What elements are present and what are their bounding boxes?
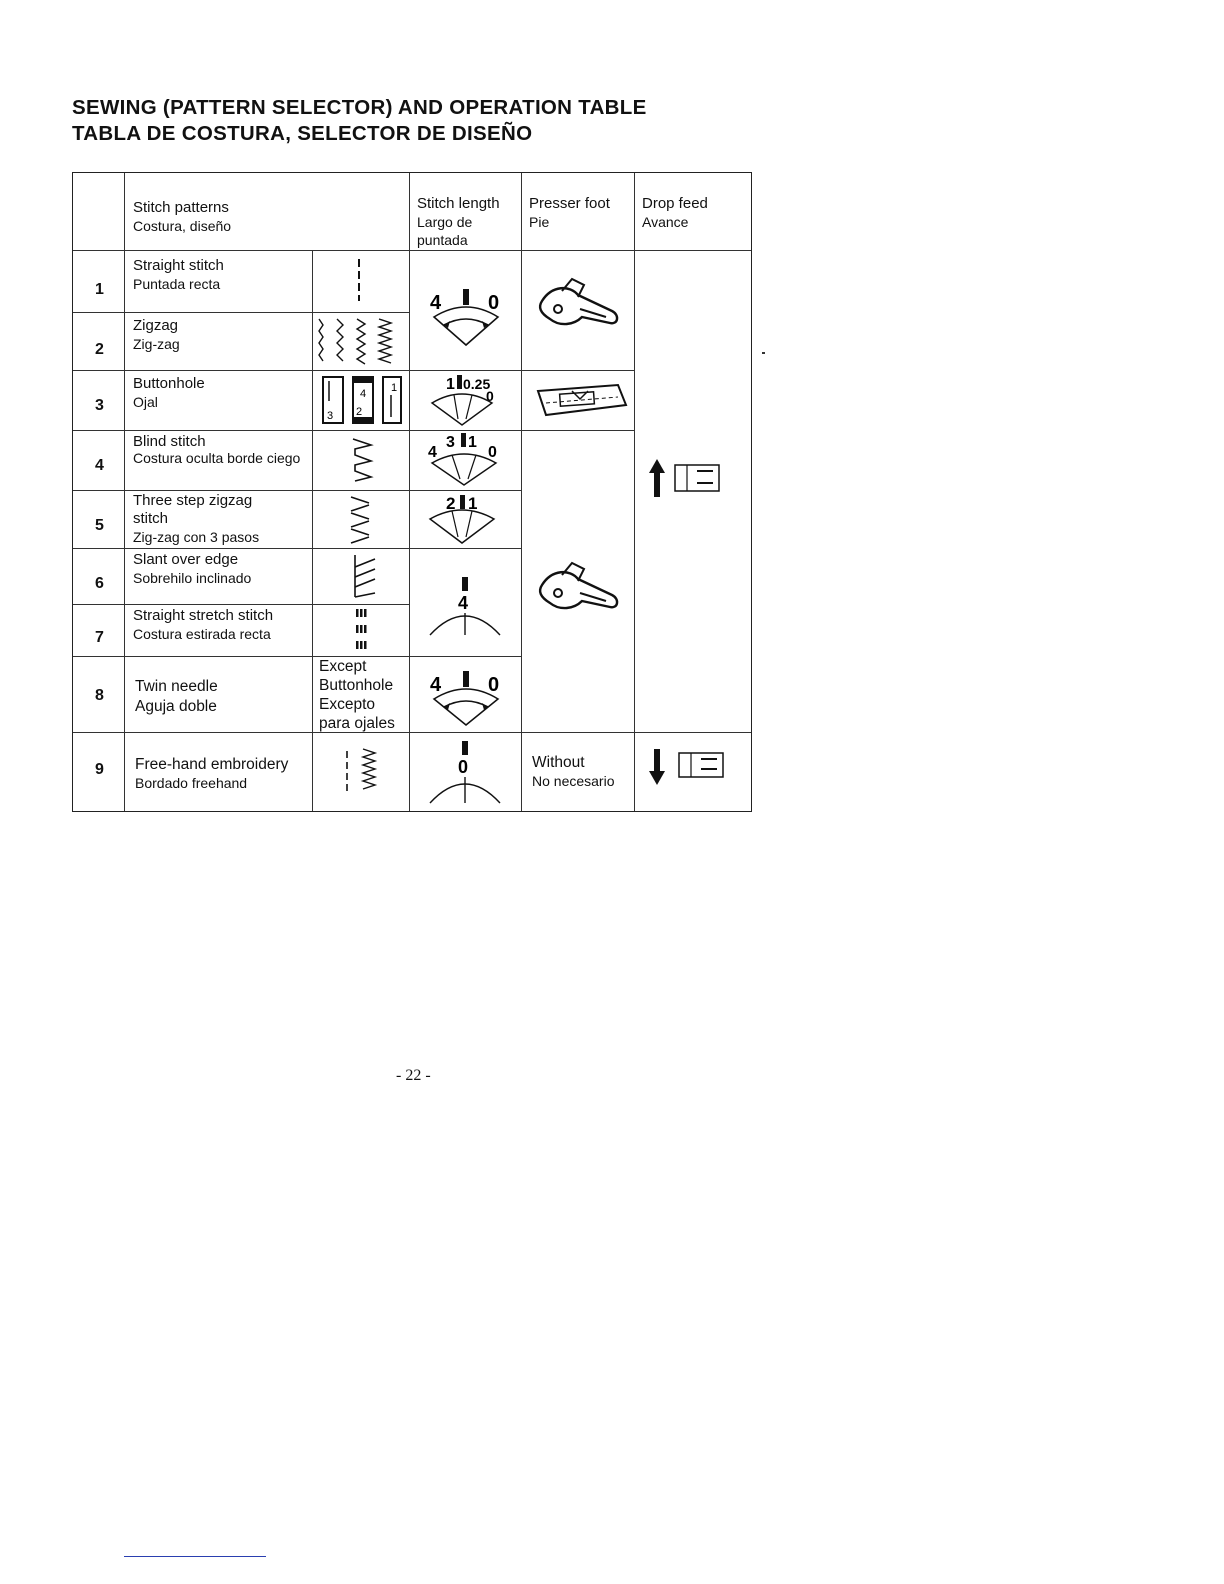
- row-6-number: 6: [73, 549, 125, 605]
- three-step-dial-icon: [410, 491, 520, 547]
- row-6-name-es: Sobrehilo inclinado: [133, 570, 252, 586]
- buttonhole-foot-icon: [522, 371, 634, 429]
- feed-dog-down-icon: [635, 733, 749, 809]
- header-foot-en: Presser foot: [529, 195, 610, 212]
- dial-label: 0: [486, 388, 494, 404]
- presser-foot-rows-4-8: [522, 431, 635, 733]
- row-2-number: 2: [73, 313, 125, 371]
- row-4-pattern-cell: [313, 431, 410, 491]
- operation-table: [72, 172, 752, 812]
- row-3-name-es: Ojal: [133, 394, 158, 410]
- row-9-pattern-cell: [313, 733, 410, 811]
- buttonhole-step-label: 4: [360, 388, 367, 400]
- row-3-name: [125, 371, 313, 431]
- buttonhole-step-label: 2: [356, 406, 363, 418]
- row-8-note-line: Buttonhole: [319, 677, 394, 694]
- dial-label: 1: [446, 376, 455, 393]
- row-9-name: [125, 733, 313, 811]
- header-patterns-en: Stitch patterns: [133, 199, 229, 216]
- row-4-name: [125, 431, 313, 491]
- drop-feed-down-cell: [635, 733, 751, 811]
- zigzag-foot-icon: [522, 431, 634, 731]
- row-7-name: [125, 605, 313, 657]
- dial-label: 4: [458, 593, 469, 613]
- row-9-foot-en: Without: [532, 754, 585, 771]
- header-blank-cell: [73, 173, 125, 251]
- row-1-name-es: Puntada recta: [133, 276, 221, 292]
- header-presser-foot: [522, 173, 635, 251]
- stitch-length-dial-row-9: [410, 733, 522, 811]
- row-7-pattern-cell: [313, 605, 410, 657]
- row-3-name-en: Buttonhole: [133, 375, 205, 392]
- zigzag-icon: [313, 313, 409, 369]
- header-stitch-patterns: [125, 173, 410, 251]
- stitch-length-dial-row-3: [410, 371, 522, 431]
- straight-stitch-icon: [313, 251, 409, 311]
- three-step-zigzag-icon: [313, 491, 409, 547]
- row-5-name: [125, 491, 313, 549]
- row-6-name: [125, 549, 313, 605]
- zigzag-foot-icon: [522, 251, 634, 369]
- stitch-length-dial-row-4: [410, 431, 522, 491]
- row-5-name-es: Zig-zag con 3 pasos: [133, 529, 260, 545]
- twin-needle-dial-icon: [410, 657, 520, 731]
- dial-label: 0: [458, 757, 469, 777]
- presser-foot-rows-1-2: [522, 251, 635, 371]
- stitch-length-dial-rows-1-2: [410, 251, 522, 371]
- presser-foot-row-9: [522, 733, 635, 811]
- feed-dog-up-icon: [635, 251, 749, 731]
- row-7-number: 7: [73, 605, 125, 657]
- row-8-note-line: Except: [319, 658, 367, 675]
- header-stitch-length: [410, 173, 522, 251]
- dial-label: 3: [446, 434, 455, 451]
- row-9-name-es: Bordado freehand: [135, 775, 248, 791]
- row-5-pattern-cell: [313, 491, 410, 549]
- dial-label: 4: [428, 444, 437, 461]
- header-drop-feed: [635, 173, 751, 251]
- row-6-pattern-cell: [313, 549, 410, 605]
- row-2-name-es: Zig-zag: [133, 336, 180, 352]
- row-4-name-en: Blind stitch: [133, 433, 206, 450]
- buttonhole-step-label: 3: [327, 410, 334, 422]
- dial-label: 0: [488, 444, 497, 461]
- header-feed-en: Drop feed: [642, 195, 708, 212]
- row-6-name-en: Slant over edge: [133, 551, 239, 568]
- title-spanish: TABLA DE COSTURA, SELECTOR DE DISEÑO: [72, 122, 533, 145]
- header-feed-es: Avance: [642, 214, 689, 230]
- row-8-name: [125, 657, 313, 733]
- row-8-note-cell: [313, 657, 410, 733]
- row-7-name-es: Costura estirada recta: [133, 626, 271, 642]
- row-9-number: 9: [73, 733, 125, 811]
- row-8-name-en: Twin needle: [135, 678, 218, 695]
- straight-stretch-stitch-icon: [313, 605, 409, 655]
- slant-over-edge-icon: [313, 549, 409, 603]
- stitch-length-dial-row-8: [410, 657, 522, 733]
- stitch-length-dial-row-5: [410, 491, 522, 549]
- row-2-pattern-cell: [313, 313, 410, 371]
- free-hand-dial-icon: [410, 733, 520, 809]
- stray-mark: [762, 352, 765, 354]
- drop-feed-up-cell: [635, 251, 751, 733]
- dial-label: 0.25: [463, 376, 491, 392]
- buttonhole-dial-icon: [410, 371, 520, 429]
- stitch-length-dial-icon: [410, 251, 520, 369]
- buttonhole-steps-icon: [313, 371, 409, 429]
- row-1-name: [125, 251, 313, 313]
- presser-foot-row-3: [522, 371, 635, 431]
- dial-label: 1: [468, 434, 477, 451]
- header-length-en: Stitch length: [417, 195, 500, 212]
- page-number: - 22 -: [396, 1067, 431, 1084]
- row-8-number: 8: [73, 657, 125, 733]
- row-7-name-en: Straight stretch stitch: [133, 607, 274, 624]
- dial-label: 1: [468, 494, 478, 513]
- free-hand-embroidery-icon: [313, 733, 409, 809]
- row-9-name-en: Free-hand embroidery: [135, 756, 289, 773]
- row-8-note-line: para ojales: [319, 715, 395, 732]
- row-2-name-en: Zigzag: [133, 317, 179, 334]
- dial-label: 4: [430, 674, 442, 696]
- header-length-es: Largo de puntada: [417, 214, 473, 248]
- buttonhole-step-label: 1: [391, 382, 398, 394]
- row-1-name-en: Straight stitch: [133, 257, 224, 274]
- row-8-note-line: Excepto: [319, 696, 376, 713]
- header-foot-es: Pie: [529, 214, 550, 230]
- dial-label: 2: [446, 494, 456, 513]
- blind-stitch-icon: [313, 431, 409, 489]
- dial-label: 4: [430, 292, 442, 314]
- dial-label: 0: [488, 674, 500, 696]
- row-3-number: 3: [73, 371, 125, 431]
- row-4-name-es: Costura oculta borde ciego: [133, 450, 301, 466]
- row-2-name: [125, 313, 313, 371]
- row-8-name-es: Aguja doble: [135, 698, 217, 715]
- row-1-number: 1: [73, 251, 125, 313]
- footer-divider: [124, 1556, 266, 1557]
- row-4-number: 4: [73, 431, 125, 491]
- stretch-stitch-dial-icon: [410, 549, 520, 655]
- row-5-number: 5: [73, 491, 125, 549]
- row-5-name-en: Three step zigzag stitch: [133, 492, 253, 527]
- header-patterns-es: Costura, diseño: [133, 218, 232, 234]
- row-3-pattern-cell: [313, 371, 410, 431]
- row-9-foot-es: No necesario: [532, 773, 615, 789]
- blind-stitch-dial-icon: [410, 431, 520, 489]
- stitch-length-dial-rows-6-7: [410, 549, 522, 657]
- row-1-pattern-cell: [313, 251, 410, 313]
- dial-label: 0: [488, 292, 500, 314]
- title-english: SEWING (PATTERN SELECTOR) AND OPERATION TABLE: [72, 96, 647, 119]
